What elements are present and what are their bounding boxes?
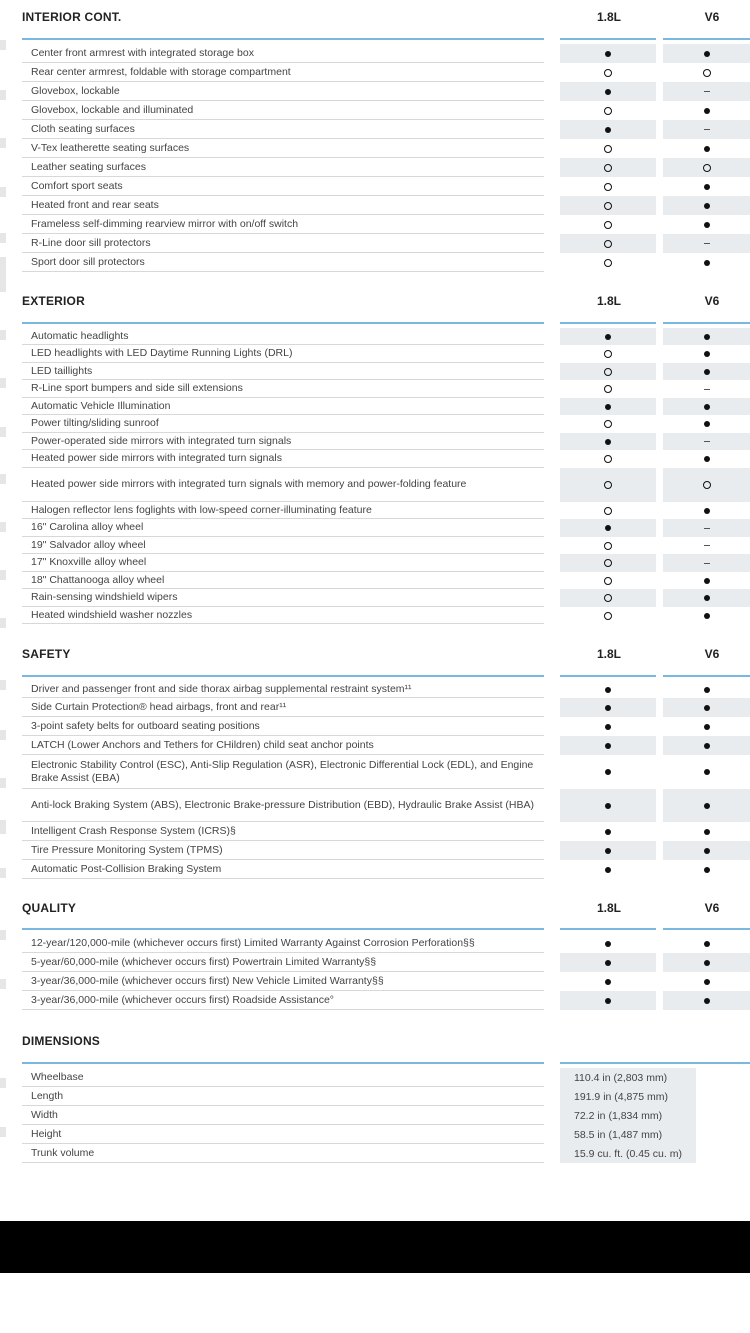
- dimension-value: 72.2 in (1,834 mm): [560, 1106, 696, 1125]
- availability-cell-v6: [663, 755, 750, 789]
- availability-cell-1-8l: [560, 554, 656, 572]
- availability-cell-1-8l: [560, 934, 656, 953]
- standard-dot-icon: [704, 351, 710, 357]
- optional-circle-icon: [604, 507, 612, 515]
- availability-cell-1-8l: [560, 82, 656, 101]
- availability-cell-1-8l: [560, 433, 656, 450]
- standard-dot-icon: [704, 941, 710, 947]
- table-row: [0, 433, 750, 450]
- standard-dot-icon: [605, 724, 611, 730]
- availability-cell-v6: [663, 698, 750, 717]
- column-header-1-8l: 1.8L: [596, 901, 621, 915]
- table-row: [0, 736, 750, 755]
- feature-label: Automatic Post-Collision Braking System: [22, 860, 544, 879]
- availability-cell-v6: [663, 234, 750, 253]
- availability-cell-1-8l: [560, 822, 656, 841]
- standard-dot-icon: [704, 848, 710, 854]
- availability-cell-v6: [663, 841, 750, 860]
- availability-cell-1-8l: [560, 139, 656, 158]
- column-header-1-8l: 1.8L: [596, 10, 621, 24]
- section-rule: [22, 675, 544, 677]
- optional-circle-icon: [604, 612, 612, 620]
- section-header: [22, 292, 750, 312]
- standard-dot-icon: [605, 705, 611, 711]
- availability-cell-1-8l: [560, 328, 656, 345]
- standard-dot-icon: [605, 89, 611, 95]
- column-rule: [560, 1062, 750, 1064]
- feature-label: LED taillights: [22, 363, 544, 380]
- table-row: [0, 789, 750, 822]
- feature-label: Comfort sport seats: [22, 177, 544, 196]
- table-row: [0, 63, 750, 82]
- dimension-row: [0, 1087, 750, 1106]
- availability-cell-1-8l: [560, 681, 656, 698]
- table-row: [0, 234, 750, 253]
- section-rule: [22, 322, 544, 324]
- feature-label: 12-year/120,000-mile (whichever occurs first) Limited Warranty Against Corrosion Perforation§§: [22, 934, 544, 953]
- optional-circle-icon: [604, 145, 612, 153]
- optional-circle-icon: [703, 69, 711, 77]
- standard-dot-icon: [605, 979, 611, 985]
- table-row: [0, 215, 750, 234]
- standard-dot-icon: [704, 108, 710, 114]
- dimension-label: Length: [22, 1087, 544, 1106]
- standard-dot-icon: [704, 769, 710, 775]
- availability-cell-1-8l: [560, 196, 656, 215]
- availability-cell-v6: [663, 398, 750, 415]
- optional-circle-icon: [604, 420, 612, 428]
- section-header: [22, 899, 750, 919]
- dimension-value: 15.9 cu. ft. (0.45 cu. m): [560, 1144, 696, 1163]
- feature-label: R-Line sport bumpers and side sill extensions: [22, 380, 544, 398]
- availability-cell-1-8l: [560, 736, 656, 755]
- feature-label: Heated power side mirrors with integrated turn signals with memory and power-folding feature: [22, 468, 544, 502]
- availability-cell-v6: [663, 101, 750, 120]
- section-title: QUALITY: [22, 901, 77, 915]
- table-row: [0, 328, 750, 345]
- feature-label: Automatic headlights: [22, 328, 544, 345]
- table-row: [0, 468, 750, 502]
- availability-cell-v6: [663, 363, 750, 380]
- availability-cell-1-8l: [560, 234, 656, 253]
- availability-cell-1-8l: [560, 450, 656, 468]
- column-rule: [663, 675, 750, 677]
- table-row: [0, 196, 750, 215]
- feature-label: Halogen reflector lens foglights with low-speed corner-illuminating feature: [22, 502, 544, 519]
- feature-label: 5-year/60,000-mile (whichever occurs first) Powertrain Limited Warranty§§: [22, 953, 544, 972]
- availability-cell-1-8l: [560, 120, 656, 139]
- optional-circle-icon: [604, 221, 612, 229]
- availability-cell-v6: [663, 433, 750, 450]
- availability-cell-v6: [663, 934, 750, 953]
- feature-label: Rear center armrest, foldable with storage compartment: [22, 63, 544, 82]
- dimension-row: [0, 1125, 750, 1144]
- availability-cell-1-8l: [560, 953, 656, 972]
- feature-label: Sport door sill protectors: [22, 253, 544, 272]
- availability-cell-v6: [663, 589, 750, 607]
- dimension-row: [0, 1144, 750, 1163]
- availability-cell-v6: [663, 537, 750, 554]
- availability-cell-1-8l: [560, 991, 656, 1010]
- optional-circle-icon: [604, 164, 612, 172]
- availability-cell-1-8l: [560, 502, 656, 519]
- availability-cell-v6: [663, 120, 750, 139]
- availability-cell-v6: [663, 139, 750, 158]
- standard-dot-icon: [704, 404, 710, 410]
- standard-dot-icon: [704, 369, 710, 375]
- feature-label: Center front armrest with integrated storage box: [22, 44, 544, 63]
- table-row: [0, 822, 750, 841]
- column-rule: [663, 928, 750, 930]
- optional-circle-icon: [703, 481, 711, 489]
- optional-circle-icon: [604, 455, 612, 463]
- optional-circle-icon: [604, 183, 612, 191]
- dimension-label: Wheelbase: [22, 1068, 544, 1087]
- feature-label: Power-operated side mirrors with integrated turn signals: [22, 433, 544, 450]
- table-row: [0, 120, 750, 139]
- availability-cell-1-8l: [560, 519, 656, 537]
- table-row: [0, 681, 750, 698]
- availability-cell-1-8l: [560, 44, 656, 63]
- standard-dot-icon: [704, 222, 710, 228]
- feature-label: Frameless self-dimming rearview mirror with on/off switch: [22, 215, 544, 234]
- availability-cell-v6: [663, 572, 750, 589]
- feature-label: Power tilting/sliding sunroof: [22, 415, 544, 433]
- availability-cell-v6: [663, 554, 750, 572]
- feature-label: Intelligent Crash Response System (ICRS)§: [22, 822, 544, 841]
- availability-cell-1-8l: [560, 468, 656, 502]
- feature-label: R-Line door sill protectors: [22, 234, 544, 253]
- feature-label: 3-point safety belts for outboard seating positions: [22, 717, 544, 736]
- availability-cell-1-8l: [560, 860, 656, 879]
- availability-cell-1-8l: [560, 698, 656, 717]
- optional-circle-icon: [604, 385, 612, 393]
- footer-bar: [0, 1221, 750, 1273]
- feature-label: LED headlights with LED Daytime Running Lights (DRL): [22, 345, 544, 363]
- standard-dot-icon: [704, 803, 710, 809]
- column-rule: [560, 322, 656, 324]
- availability-cell-1-8l: [560, 177, 656, 196]
- standard-dot-icon: [704, 146, 710, 152]
- standard-dot-icon: [704, 867, 710, 873]
- not-available-dash-icon: [704, 545, 710, 546]
- optional-circle-icon: [604, 350, 612, 358]
- optional-circle-icon: [604, 542, 612, 550]
- standard-dot-icon: [605, 848, 611, 854]
- section-title: SAFETY: [22, 647, 71, 661]
- standard-dot-icon: [605, 998, 611, 1004]
- table-row: [0, 502, 750, 519]
- table-row: [0, 755, 750, 789]
- optional-circle-icon: [604, 368, 612, 376]
- availability-cell-v6: [663, 607, 750, 624]
- availability-cell-v6: [663, 822, 750, 841]
- column-rule: [560, 38, 656, 40]
- standard-dot-icon: [605, 687, 611, 693]
- optional-circle-icon: [604, 481, 612, 489]
- availability-cell-v6: [663, 196, 750, 215]
- column-header-1-8l: 1.8L: [596, 294, 621, 308]
- standard-dot-icon: [605, 127, 611, 133]
- optional-circle-icon: [703, 164, 711, 172]
- feature-label: Rain-sensing windshield wipers: [22, 589, 544, 607]
- standard-dot-icon: [704, 743, 710, 749]
- availability-cell-v6: [663, 991, 750, 1010]
- standard-dot-icon: [704, 724, 710, 730]
- table-row: [0, 253, 750, 272]
- optional-circle-icon: [604, 559, 612, 567]
- not-available-dash-icon: [704, 243, 710, 244]
- availability-cell-1-8l: [560, 589, 656, 607]
- feature-label: Automatic Vehicle Illumination: [22, 398, 544, 415]
- table-row: [0, 860, 750, 879]
- availability-cell-1-8l: [560, 215, 656, 234]
- table-row: [0, 934, 750, 953]
- feature-label: 17" Knoxville alloy wheel: [22, 554, 544, 572]
- table-row: [0, 991, 750, 1010]
- standard-dot-icon: [704, 184, 710, 190]
- standard-dot-icon: [605, 803, 611, 809]
- availability-cell-v6: [663, 736, 750, 755]
- table-row: [0, 953, 750, 972]
- availability-cell-1-8l: [560, 607, 656, 624]
- feature-label: Heated power side mirrors with integrated turn signals: [22, 450, 544, 468]
- dimension-row: [0, 1068, 750, 1087]
- feature-label: V-Tex leatherette seating surfaces: [22, 139, 544, 158]
- table-row: [0, 380, 750, 398]
- dimension-value: 110.4 in (2,803 mm): [560, 1068, 696, 1087]
- feature-label: 18" Chattanooga alloy wheel: [22, 572, 544, 589]
- standard-dot-icon: [605, 960, 611, 966]
- availability-cell-1-8l: [560, 101, 656, 120]
- dimension-value: 191.9 in (4,875 mm): [560, 1087, 696, 1106]
- column-rule: [560, 675, 656, 677]
- feature-label: Glovebox, lockable: [22, 82, 544, 101]
- availability-cell-v6: [663, 789, 750, 822]
- standard-dot-icon: [605, 829, 611, 835]
- feature-label: Anti-lock Braking System (ABS), Electronic Brake-pressure Distribution (EBD), Hydraulic Brake Assist (HBA): [22, 789, 544, 822]
- availability-cell-v6: [663, 253, 750, 272]
- dimension-label: Trunk volume: [22, 1144, 544, 1163]
- table-row: [0, 537, 750, 554]
- table-row: [0, 841, 750, 860]
- standard-dot-icon: [704, 960, 710, 966]
- section-title: DIMENSIONS: [22, 1034, 101, 1048]
- dimension-label: Width: [22, 1106, 544, 1125]
- feature-label: Side Curtain Protection® head airbags, front and rear¹¹: [22, 698, 544, 717]
- standard-dot-icon: [605, 404, 611, 410]
- dimension-label: Height: [22, 1125, 544, 1144]
- availability-cell-1-8l: [560, 841, 656, 860]
- standard-dot-icon: [704, 687, 710, 693]
- feature-label: Heated windshield washer nozzles: [22, 607, 544, 624]
- feature-label: 3-year/36,000-mile (whichever occurs first) Roadside Assistance°: [22, 991, 544, 1010]
- table-row: [0, 572, 750, 589]
- availability-cell-1-8l: [560, 363, 656, 380]
- table-row: [0, 82, 750, 101]
- standard-dot-icon: [605, 743, 611, 749]
- table-row: [0, 972, 750, 991]
- availability-cell-1-8l: [560, 63, 656, 82]
- availability-cell-1-8l: [560, 415, 656, 433]
- availability-cell-1-8l: [560, 345, 656, 363]
- not-available-dash-icon: [704, 389, 710, 390]
- standard-dot-icon: [704, 578, 710, 584]
- feature-label: Glovebox, lockable and illuminated: [22, 101, 544, 120]
- optional-circle-icon: [604, 240, 612, 248]
- availability-cell-v6: [663, 953, 750, 972]
- standard-dot-icon: [704, 998, 710, 1004]
- table-row: [0, 519, 750, 537]
- column-rule: [663, 322, 750, 324]
- table-row: [0, 717, 750, 736]
- standard-dot-icon: [704, 421, 710, 427]
- table-row: [0, 415, 750, 433]
- feature-label: Driver and passenger front and side thorax airbag supplemental restraint system¹¹: [22, 681, 544, 698]
- table-row: [0, 44, 750, 63]
- availability-cell-v6: [663, 380, 750, 398]
- feature-label: Cloth seating surfaces: [22, 120, 544, 139]
- section-header: [22, 8, 750, 28]
- table-row: [0, 554, 750, 572]
- section-title: INTERIOR CONT.: [22, 10, 122, 24]
- availability-cell-1-8l: [560, 972, 656, 991]
- availability-cell-1-8l: [560, 398, 656, 415]
- section-header: [22, 1032, 750, 1052]
- dimension-value: 58.5 in (1,487 mm): [560, 1125, 696, 1144]
- section-title: EXTERIOR: [22, 294, 85, 308]
- not-available-dash-icon: [704, 129, 710, 130]
- standard-dot-icon: [605, 334, 611, 340]
- table-row: [0, 363, 750, 380]
- table-row: [0, 698, 750, 717]
- availability-cell-1-8l: [560, 380, 656, 398]
- availability-cell-v6: [663, 63, 750, 82]
- availability-cell-1-8l: [560, 789, 656, 822]
- optional-circle-icon: [604, 259, 612, 267]
- standard-dot-icon: [704, 260, 710, 266]
- availability-cell-v6: [663, 717, 750, 736]
- standard-dot-icon: [704, 51, 710, 57]
- availability-cell-v6: [663, 972, 750, 991]
- availability-cell-1-8l: [560, 158, 656, 177]
- section-rule: [22, 38, 544, 40]
- standard-dot-icon: [704, 829, 710, 835]
- column-header-1-8l: 1.8L: [596, 647, 621, 661]
- optional-circle-icon: [604, 69, 612, 77]
- availability-cell-v6: [663, 44, 750, 63]
- feature-label: Tire Pressure Monitoring System (TPMS): [22, 841, 544, 860]
- standard-dot-icon: [704, 203, 710, 209]
- availability-cell-v6: [663, 415, 750, 433]
- availability-cell-1-8l: [560, 717, 656, 736]
- availability-cell-v6: [663, 450, 750, 468]
- table-row: [0, 158, 750, 177]
- section-header: [22, 645, 750, 665]
- table-row: [0, 589, 750, 607]
- optional-circle-icon: [604, 107, 612, 115]
- feature-label: Electronic Stability Control (ESC), Anti-Slip Regulation (ASR), Electronic Differential Lock (EDL), and Engine Brake Assist (EBA): [22, 755, 544, 789]
- standard-dot-icon: [605, 769, 611, 775]
- column-rule: [663, 38, 750, 40]
- availability-cell-1-8l: [560, 572, 656, 589]
- table-row: [0, 101, 750, 120]
- table-row: [0, 177, 750, 196]
- feature-label: Heated front and rear seats: [22, 196, 544, 215]
- feature-label: 3-year/36,000-mile (whichever occurs first) New Vehicle Limited Warranty§§: [22, 972, 544, 991]
- standard-dot-icon: [704, 456, 710, 462]
- availability-cell-v6: [663, 519, 750, 537]
- optional-circle-icon: [604, 577, 612, 585]
- table-row: [0, 398, 750, 415]
- availability-cell-v6: [663, 215, 750, 234]
- standard-dot-icon: [704, 613, 710, 619]
- availability-cell-v6: [663, 681, 750, 698]
- standard-dot-icon: [605, 439, 611, 445]
- standard-dot-icon: [605, 867, 611, 873]
- column-header-v6: V6: [704, 647, 720, 661]
- table-row: [0, 345, 750, 363]
- availability-cell-v6: [663, 468, 750, 502]
- availability-cell-v6: [663, 502, 750, 519]
- standard-dot-icon: [704, 508, 710, 514]
- availability-cell-v6: [663, 860, 750, 879]
- column-rule: [560, 928, 656, 930]
- not-available-dash-icon: [704, 528, 710, 529]
- section-rule: [22, 1062, 544, 1064]
- availability-cell-v6: [663, 177, 750, 196]
- not-available-dash-icon: [704, 91, 710, 92]
- availability-cell-1-8l: [560, 537, 656, 554]
- optional-circle-icon: [604, 594, 612, 602]
- standard-dot-icon: [704, 334, 710, 340]
- optional-circle-icon: [604, 202, 612, 210]
- standard-dot-icon: [704, 979, 710, 985]
- availability-cell-1-8l: [560, 755, 656, 789]
- availability-cell-v6: [663, 82, 750, 101]
- section-rule: [22, 928, 544, 930]
- standard-dot-icon: [605, 51, 611, 57]
- dimension-row: [0, 1106, 750, 1125]
- availability-cell-1-8l: [560, 253, 656, 272]
- not-available-dash-icon: [704, 441, 710, 442]
- standard-dot-icon: [704, 595, 710, 601]
- availability-cell-v6: [663, 345, 750, 363]
- feature-label: LATCH (Lower Anchors and Tethers for CHildren) child seat anchor points: [22, 736, 544, 755]
- not-available-dash-icon: [704, 563, 710, 564]
- standard-dot-icon: [704, 705, 710, 711]
- column-header-v6: V6: [704, 10, 720, 24]
- standard-dot-icon: [605, 941, 611, 947]
- feature-label: Leather seating surfaces: [22, 158, 544, 177]
- feature-label: 16" Carolina alloy wheel: [22, 519, 544, 537]
- standard-dot-icon: [605, 525, 611, 531]
- table-row: [0, 450, 750, 468]
- availability-cell-v6: [663, 328, 750, 345]
- feature-label: 19" Salvador alloy wheel: [22, 537, 544, 554]
- availability-cell-v6: [663, 158, 750, 177]
- column-header-v6: V6: [704, 294, 720, 308]
- column-header-v6: V6: [704, 901, 720, 915]
- table-row: [0, 607, 750, 624]
- table-row: [0, 139, 750, 158]
